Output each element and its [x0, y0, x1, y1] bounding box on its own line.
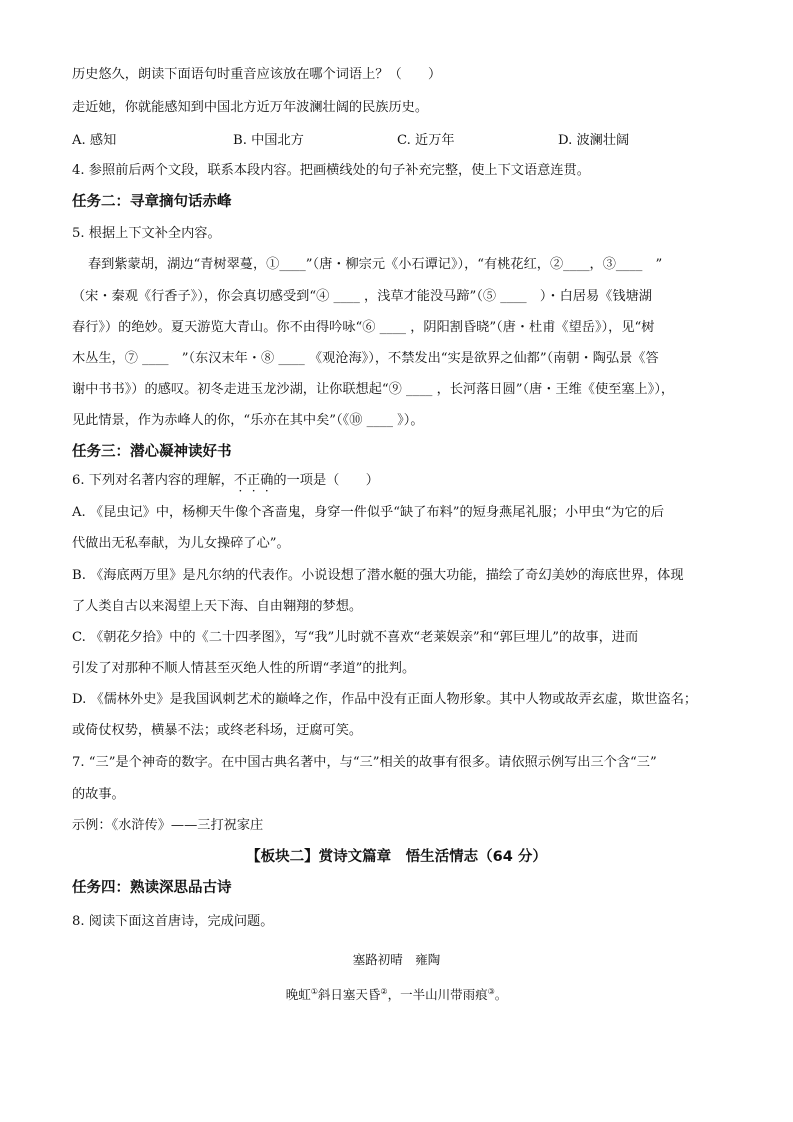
q3-option-a: A. 感知: [72, 133, 117, 148]
emphasis-char: 不: [233, 473, 248, 488]
task2-title: 任务二：寻章摘句话赤峰: [72, 194, 232, 210]
q6-option-b: B. 《海底两万里》是凡尔纳的代表作。小说设想了潜水艇的强大功能，描绘了奇幻美妙的海底世界，体现: [72, 568, 684, 583]
section-2-title: 【板块二】赏诗文篇章 悟生活情志（64 分）: [246, 849, 547, 865]
q6-option-b-cont: 了人类自古以来渴望上天下海、自由翱翔的梦想。: [72, 599, 363, 614]
q5-paragraph-line: 春行》）的绝妙。夏天游览大青山。你不由得吟咏“⑥ ____ ，阴阳割昏晓”（唐・杜甫《望岳》），见“树: [72, 320, 655, 335]
q7-stem-cont: 的故事。: [72, 787, 125, 802]
footnote-mark: ①: [310, 987, 318, 996]
q8-stem: 8. 阅读下面这首唐诗，完成问题。: [72, 914, 274, 929]
q5-stem: 5. 根据上下文补全内容。: [72, 226, 221, 241]
q3-sentence: 走近她，你就能感知到中国北方近万年波澜壮阔的民族历史。: [72, 100, 429, 115]
q5-paragraph-line: 春到紫蒙胡，湖边“青树翠蔓，①____”（唐・柳宗元《小石谭记》），“有桃花红，②____，③____ ”: [88, 257, 663, 272]
q6-stem-pre: 6. 下列对名著内容的理解，: [72, 473, 234, 488]
q5-paragraph-line: （宋・秦观《行香子》），你会真切感受到“④ ____ ，浅草才能没马蹄”（⑤ ____ ）・白居易《钱塘湖: [72, 289, 652, 304]
q5-paragraph-line: 木丛生，⑦ ____ ”（东汉末年・⑧ ____ 《观沧海》），不禁发出“实是欲界之仙都”（南朝・陶弘景《答: [72, 351, 659, 366]
poem-text: 晚虹: [285, 987, 311, 1003]
q7-example: 示例：《水浒传》——三打祝家庄: [72, 818, 264, 833]
q6-option-a: A. 《昆虫记》中，杨柳天牛像个吝啬鬼，身穿一件似乎“缺了布料”的短身燕尾礼服；小甲虫“为它的后: [72, 505, 665, 520]
q3-option-b: B. 中国北方: [233, 133, 304, 148]
q3-option-d: D. 波澜壮阔: [558, 133, 630, 148]
q5-paragraph-line: 谢中书书》）的感叹。初冬走进玉龙沙湖，让你联想起“⑨ ____ ，长河落日圆”（唐・王维《使至塞上》），: [72, 382, 675, 397]
footnote-mark: ②: [380, 987, 388, 996]
q3-option-c: C. 近万年: [397, 133, 455, 148]
poem-text: 斜日塞天昏: [317, 987, 381, 1003]
q4-stem: 4. 参照前后两个文段，联系本段内容。把画横线处的句子补充完整，使上下文语意连贯。: [72, 163, 590, 178]
q6-stem: [72, 472, 379, 490]
q7-stem: 7. “三”是个神奇的数字。在中国古典名著中，与“三”相关的故事有很多。请依照示例写出三个含“三”: [72, 755, 657, 770]
poem-line-1: [0, 983, 793, 1004]
q6-option-c: C. 《朝花夕拾》中的《二十四孝图》，写“我”儿时就不喜欢“老莱娱亲”和“郭巨埋儿”的故事，进而: [72, 630, 639, 645]
task3-title: 任务三：潜心凝神读好书: [72, 444, 232, 460]
footnote-mark: ③: [487, 987, 495, 996]
q6-option-d: D. 《儒林外史》是我国讽刺艺术的巅峰之作，作品中没有正面人物形象。其中人物或故弄玄虚，欺世盗名；: [72, 692, 698, 707]
q6-option-a-cont: 代做出无私奉献，为儿女操碎了心”。: [72, 536, 290, 551]
task4-title: 任务四：熟读深思品古诗: [72, 880, 232, 896]
q6-stem-post: 的一项是（ ）: [273, 473, 379, 488]
poem-text: 。: [494, 987, 508, 1003]
q3-stem: 历史悠久，朗读下面语句时重音应该放在哪个词语上？（ ）: [72, 67, 442, 82]
q6-option-d-cont: 或倚仗权势，横暴不法；或终老科场，迂腐可笑。: [72, 723, 363, 738]
q6-option-c-cont: 引发了对那种不顺人情甚至灭绝人性的所谓“孝道”的批判。: [72, 661, 416, 676]
poem-title: 塞路初晴 雍陶: [352, 952, 441, 967]
q5-paragraph-line: 见此情景，作为赤峰人的你，“乐亦在其中矣”（《⑩ ____ 》）。: [72, 413, 424, 428]
poem-text: ，一半山川带雨痕: [387, 987, 488, 1003]
emphasis-char: 确: [260, 473, 274, 488]
emphasis-char: 正: [247, 473, 261, 488]
